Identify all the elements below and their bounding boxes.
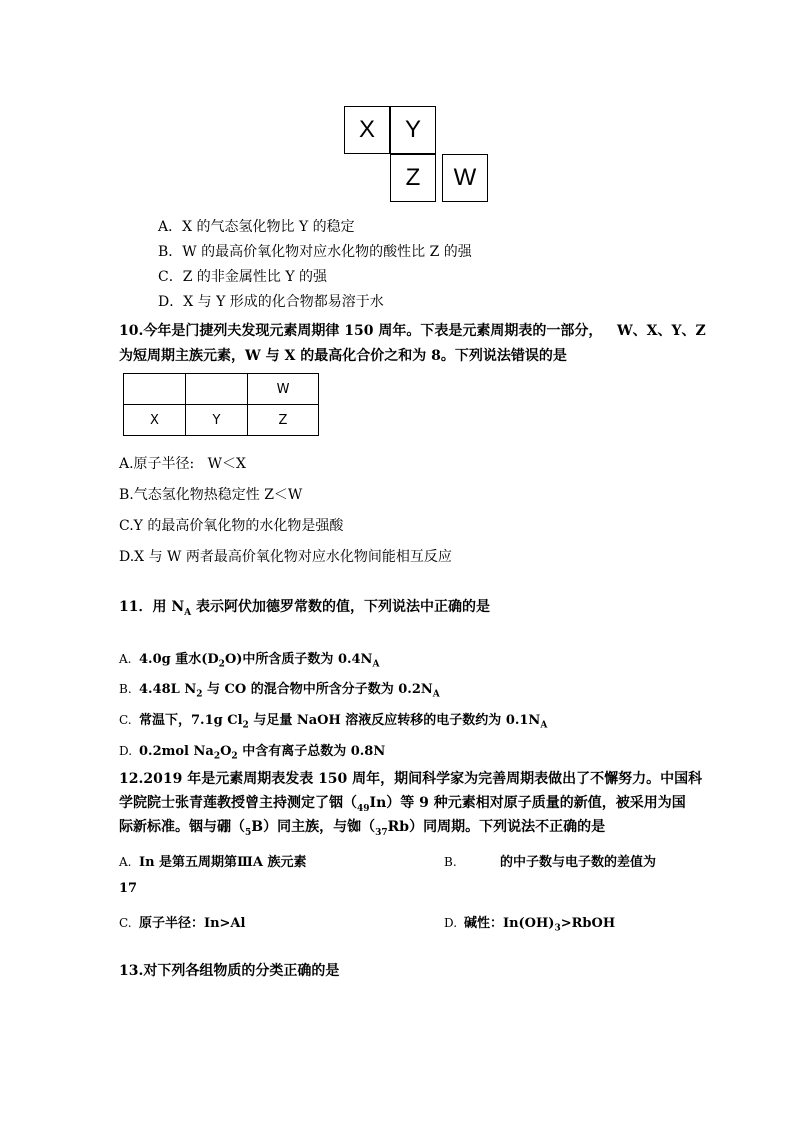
q12-option-b: B. 的中子数与电子数的差值为 <box>444 855 657 870</box>
grid-cell-z: Z <box>390 154 436 202</box>
q10-cell-x: X <box>124 405 186 436</box>
q12-option-d: D. 碱性：$In(OH)_3>RbOH$ <box>444 916 616 934</box>
q11-option-b: B. 4.48L $N_2$ 与 CO 的混合物中所含分子数为 $0.2N_A$ <box>119 682 440 700</box>
q10-option-c: C.Y 的最高价氧化物的水化物是强酸 <box>119 518 344 534</box>
grid-cell-y: Y <box>390 106 436 154</box>
grid-cell-w: W <box>442 154 488 202</box>
q10-table-row <box>124 405 319 436</box>
q10-option-a: A.原子半径: W＜X <box>119 456 246 472</box>
q10-table-row <box>124 374 319 405</box>
q12-option-c: C. 原子半径：In>Al <box>119 916 246 931</box>
q10-stem-line1: 10.今年是门捷列夫发现元素周期律 150 周年。下表是元素周期表的一部分， W、X、Y、Z <box>119 323 706 339</box>
q12-option-a: A. In 是第五周期第ⅢA 族元素 <box>119 855 307 870</box>
q9-option-d: D．X 与 Y 形成的化合物都易溶于水 <box>158 294 384 310</box>
q11-option-a: A. 4.0g 重水$(D_2O)$中所含质子数为 $0.4N_A$ <box>119 652 380 670</box>
q10-cell-y: Y <box>186 405 248 436</box>
q9-option-a: A．X 的气态氢化物比 Y 的稳定 <box>158 219 355 235</box>
q12-option-b-continued: 17 <box>119 881 138 896</box>
q10-periodic-table <box>123 373 319 436</box>
q10-stem-line2: 为短周期主族元素，W 与 X 的最高化合价之和为 8。下列说法错误的是 <box>119 348 567 364</box>
q10-option-d: D.X 与 W 两者最高价氧化物对应水化物间能相互反应 <box>119 549 452 565</box>
q10-cell <box>186 374 248 405</box>
q11-option-d: D. 0.2mol $Na_2O_2$ 中含有离子总数为 0.8N <box>119 744 386 762</box>
q11-stem: 11．用 $N_A$ 表示阿伏加德罗常数的值，下列说法中正确的是 <box>119 599 491 618</box>
q10-option-b: B.气态氢化物热稳定性 Z＜W <box>119 487 303 503</box>
q12-stem-line2: 学院院士张青莲教授曾主持测定了铟$(_{49}In)$等 9 种元素相对原子质量的新值，被采用为国 <box>119 795 686 814</box>
q12-stem-line3: 际新标准。铟与硼$(_5B)$同主族，与铷$(_{37}Rb)$同周期。下列说法不正确的是 <box>119 819 606 838</box>
grid-cell-x: X <box>344 106 390 154</box>
q10-cell-w: W <box>248 374 319 405</box>
q10-cell <box>124 374 186 405</box>
q10-cell-z: Z <box>248 405 319 436</box>
q9-option-b: B．W 的最高价氧化物对应水化物的酸性比 Z 的强 <box>158 244 472 260</box>
q11-option-c: C. 常温下，7.1g $Cl_2$ 与足量 NaOH 溶液反应转移的电子数约为 $0.1N_A$ <box>119 713 548 731</box>
q12-stem-line1: 12.2019 年是元素周期表发表 150 周年，期间科学家为完善周期表做出了不懈努力。中国科 <box>119 771 703 787</box>
q9-option-c: C．Z 的非金属性比 Y 的强 <box>158 269 328 285</box>
q13-stem: 13.对下列各组物质的分类正确的是 <box>119 963 340 979</box>
